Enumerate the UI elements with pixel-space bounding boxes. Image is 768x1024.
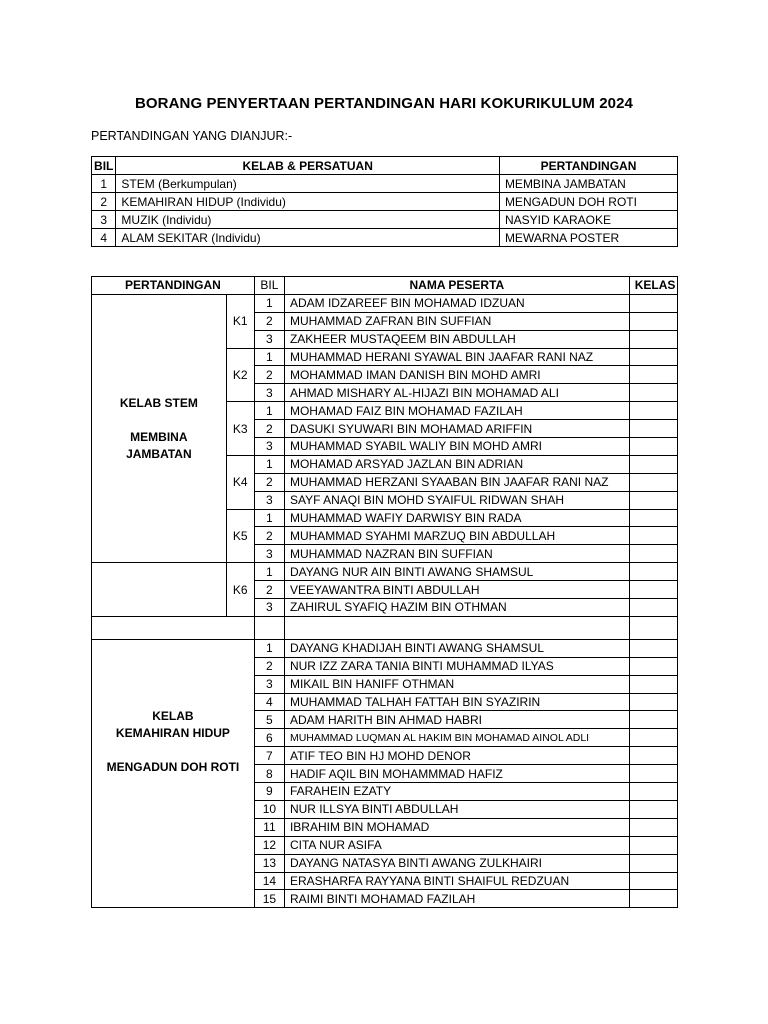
entry-bil: 1 [254, 509, 284, 527]
entry-bil: 14 [254, 872, 284, 890]
club-name: KEMAHIRAN HIDUP (Individu) [116, 193, 500, 211]
group-club-label: KEMAHIRAN HIDUP [115, 725, 230, 740]
participant-name: DAYANG NATASYA BINTI AWANG ZULKHAIRI [284, 854, 629, 872]
empty-cell [92, 616, 255, 639]
participant-name: MOHAMAD FAIZ BIN MOHAMAD FAZILAH [284, 402, 629, 420]
group-competition-label: MENGADUN DOH ROTI [106, 759, 240, 774]
participant-name: ZAKHEER MUSTAQEEM BIN ABDULLAH [284, 330, 629, 348]
clubs-row [92, 175, 678, 193]
kelas-cell[interactable] [629, 366, 677, 384]
kelas-cell[interactable] [629, 438, 677, 456]
entry-bil: 8 [254, 765, 284, 783]
entry-bil: 3 [254, 545, 284, 563]
club-name: MUZIK (Individu) [116, 211, 500, 229]
kelas-cell[interactable] [629, 402, 677, 420]
participant-name: MUHAMMAD SYAHMI MARZUQ BIN ABDULLAH [284, 527, 629, 545]
participant-name: NUR ILLSYA BINTI ABDULLAH [284, 800, 629, 818]
clubs-row [92, 193, 678, 211]
kelas-cell[interactable] [629, 330, 677, 348]
participant-name: MUHAMMAD HERANI SYAWAL BIN JAAFAR RANI NAZ [284, 348, 629, 366]
participant-name: MUHAMMAD ZAFRAN BIN SUFFIAN [284, 312, 629, 330]
group-competition-label: JAMBATAN [126, 446, 192, 461]
participant-name: ADAM HARITH BIN AHMAD HABRI [284, 711, 629, 729]
team-label: K2 [226, 348, 254, 402]
team-label: K6 [226, 563, 254, 617]
entry-bil: 2 [254, 366, 284, 384]
club-bil: 3 [92, 211, 116, 229]
empty-group-cell [92, 563, 227, 617]
participant-name: MUHAMMAD HERZANI SYAABAN BIN JAAFAR RANI NAZ [284, 473, 629, 491]
competitions-subtitle: PERTANDINGAN YANG DIANJUR:- [91, 129, 293, 143]
header-bil: BIL [254, 277, 284, 295]
kelas-cell[interactable] [629, 818, 677, 836]
clubs-row [92, 229, 678, 247]
participant-name: SAYF ANAQI BIN MOHD SYAIFUL RIDWAN SHAH [284, 491, 629, 509]
kelas-cell[interactable] [629, 657, 677, 675]
entry-bil: 1 [254, 639, 284, 657]
entries-table [91, 276, 678, 908]
participant-name: MOHAMMAD IMAN DANISH BIN MOHD AMRI [284, 366, 629, 384]
entry-bil: 1 [254, 348, 284, 366]
kelas-cell[interactable] [629, 854, 677, 872]
kelas-cell[interactable] [629, 675, 677, 693]
entry-bil: 2 [254, 420, 284, 438]
entry-bil: 1 [254, 402, 284, 420]
kelas-cell[interactable] [629, 527, 677, 545]
participant-name: FARAHEIN EZATY [284, 783, 629, 801]
participant-name: MIKAIL BIN HANIFF OTHMAN [284, 675, 629, 693]
kelas-cell[interactable] [629, 348, 677, 366]
entry-bil: 9 [254, 783, 284, 801]
kelas-cell[interactable] [629, 581, 677, 599]
entry-bil: 2 [254, 581, 284, 599]
kelas-cell[interactable] [629, 599, 677, 617]
entry-bil: 2 [254, 312, 284, 330]
entry-bil: 1 [254, 563, 284, 581]
participant-name: IBRAHIM BIN MOHAMAD [284, 818, 629, 836]
clubs-table [91, 156, 678, 247]
group-label-spacer [97, 412, 221, 429]
club-bil: 2 [92, 193, 116, 211]
entry-bil: 15 [254, 890, 284, 908]
entry-bil: 7 [254, 747, 284, 765]
empty-cell [284, 616, 629, 639]
entry-bil: 3 [254, 438, 284, 456]
kelas-cell[interactable] [629, 800, 677, 818]
header-bil: BIL [92, 157, 116, 175]
club-competition: MEWARNA POSTER [499, 229, 677, 247]
kelas-cell[interactable] [629, 491, 677, 509]
participant-name: MUHAMMAD TALHAH FATTAH BIN SYAZIRIN [284, 693, 629, 711]
team-label: K5 [226, 509, 254, 563]
kelas-cell[interactable] [629, 420, 677, 438]
participant-name: MOHAMAD ARSYAD JAZLAN BIN ADRIAN [284, 455, 629, 473]
page-title: BORANG PENYERTAAN PERTANDINGAN HARI KOKURIKULUM 2024 [134, 95, 633, 112]
club-name: ALAM SEKITAR (Individu) [116, 229, 500, 247]
group-label-spacer [97, 742, 249, 759]
group-club-label: KELAB [152, 708, 194, 723]
clubs-header-row [92, 157, 678, 175]
entry-bil: 2 [254, 527, 284, 545]
kelas-cell[interactable] [629, 711, 677, 729]
header-club: KELAB & PERSATUAN [116, 157, 500, 175]
header-nama-peserta: NAMA PESERTA [284, 277, 629, 295]
group-competition-label: MEMBINA [130, 429, 188, 444]
participant-name: CITA NUR ASIFA [284, 836, 629, 854]
participant-name: VEEYAWANTRA BINTI ABDULLAH [284, 581, 629, 599]
entry-bil: 2 [254, 473, 284, 491]
participant-name: ADAM IDZAREEF BIN MOHAMAD IDZUAN [284, 294, 629, 312]
club-competition: NASYID KARAOKE [499, 211, 677, 229]
entry-bil: 3 [254, 675, 284, 693]
table-row [92, 639, 678, 657]
kelas-cell[interactable] [629, 783, 677, 801]
team-label: K3 [226, 402, 254, 456]
team-label: K1 [226, 294, 254, 348]
header-competition: PERTANDINGAN [499, 157, 677, 175]
participant-name: DAYANG NUR AIN BINTI AWANG SHAMSUL [284, 563, 629, 581]
entries-header-row [92, 277, 678, 295]
kelas-cell[interactable] [629, 455, 677, 473]
entry-bil: 10 [254, 800, 284, 818]
empty-cell [629, 616, 677, 639]
participant-name: NUR IZZ ZARA TANIA BINTI MUHAMMAD ILYAS [284, 657, 629, 675]
kelas-cell[interactable] [629, 384, 677, 402]
kelas-cell[interactable] [629, 693, 677, 711]
entry-bil: 3 [254, 491, 284, 509]
header-pertandingan: PERTANDINGAN [92, 277, 255, 295]
participant-name: RAIMI BINTI MOHAMAD FAZILAH [284, 890, 629, 908]
entry-bil: 13 [254, 854, 284, 872]
participant-name: MUHAMMAD WAFIY DARWISY BIN RADA [284, 509, 629, 527]
kelas-cell[interactable] [629, 639, 677, 657]
group-club-label: KELAB STEM [119, 395, 198, 410]
header-kelas: KELAS [629, 277, 677, 295]
kelas-cell[interactable] [629, 509, 677, 527]
entry-bil: 1 [254, 294, 284, 312]
kelas-cell[interactable] [629, 563, 677, 581]
kelas-cell[interactable] [629, 872, 677, 890]
club-bil: 1 [92, 175, 116, 193]
participant-name: DAYANG KHADIJAH BINTI AWANG SHAMSUL [284, 639, 629, 657]
table-row [92, 294, 678, 312]
team-label: K4 [226, 455, 254, 509]
kh-group-label [92, 639, 255, 907]
participant-name: MUHAMMAD LUQMAN AL HAKIM BIN MOHAMAD AINOL ADLI [284, 729, 629, 747]
spacer-row [92, 616, 678, 639]
table-row [92, 563, 678, 581]
participant-name: ATIF TEO BIN HJ MOHD DENOR [284, 747, 629, 765]
participant-name: MUHAMMAD SYABIL WALIY BIN MOHD AMRI [284, 438, 629, 456]
club-name: STEM (Berkumpulan) [116, 175, 500, 193]
participant-name: AHMAD MISHARY AL-HIJAZI BIN MOHAMAD ALI [284, 384, 629, 402]
participant-name: MUHAMMAD NAZRAN BIN SUFFIAN [284, 545, 629, 563]
empty-cell [254, 616, 284, 639]
entry-bil: 11 [254, 818, 284, 836]
entry-bil: 12 [254, 836, 284, 854]
entry-bil: 5 [254, 711, 284, 729]
entry-bil: 3 [254, 384, 284, 402]
entry-bil: 3 [254, 599, 284, 617]
kelas-cell[interactable] [629, 836, 677, 854]
participant-name: DASUKI SYUWARI BIN MOHAMAD ARIFFIN [284, 420, 629, 438]
kelas-cell[interactable] [629, 312, 677, 330]
clubs-row [92, 211, 678, 229]
entry-bil: 2 [254, 657, 284, 675]
kelas-cell[interactable] [629, 890, 677, 908]
kelas-cell[interactable] [629, 747, 677, 765]
kelas-cell[interactable] [629, 765, 677, 783]
entry-bil: 3 [254, 330, 284, 348]
kelas-cell[interactable] [629, 545, 677, 563]
club-competition: MENGADUN DOH ROTI [499, 193, 677, 211]
entry-bil: 4 [254, 693, 284, 711]
entry-bil: 6 [254, 729, 284, 747]
stem-group-label [92, 294, 227, 562]
kelas-cell[interactable] [629, 294, 677, 312]
kelas-cell[interactable] [629, 473, 677, 491]
participant-name: ZAHIRUL SYAFIQ HAZIM BIN OTHMAN [284, 599, 629, 617]
entry-bil: 1 [254, 455, 284, 473]
participant-name: ERASHARFA RAYYANA BINTI SHAIFUL REDZUAN [284, 872, 629, 890]
participant-name: HADIF AQIL BIN MOHAMMMAD HAFIZ [284, 765, 629, 783]
club-bil: 4 [92, 229, 116, 247]
club-competition: MEMBINA JAMBATAN [499, 175, 677, 193]
kelas-cell[interactable] [629, 729, 677, 747]
